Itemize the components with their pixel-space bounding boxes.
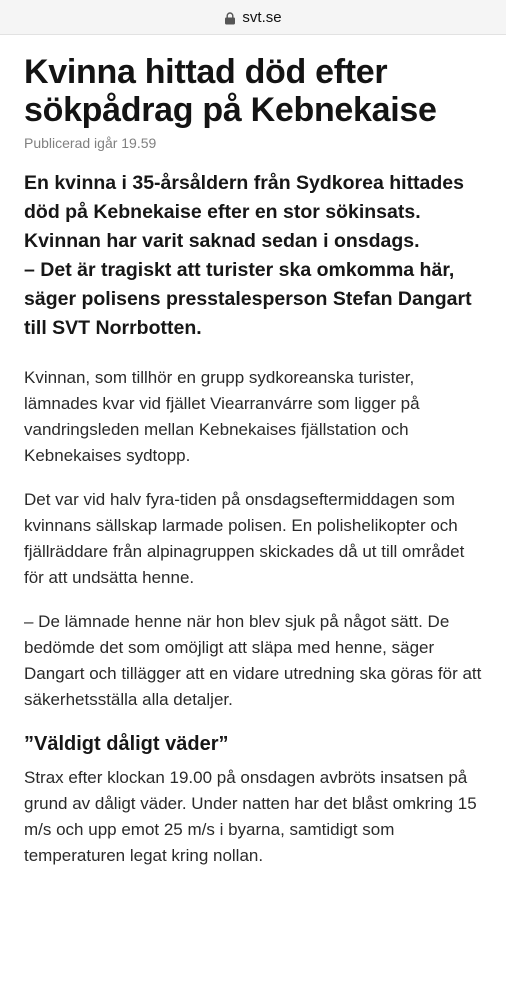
body-paragraph: Kvinnan, som tillhör en grupp sydkoreanska turister, lämnades kvar vid fjället Viearranvárre som ligger på vandringsleden mellan Kebnekaises fjällstation och Kebnekaises sydtopp.	[24, 368, 420, 465]
body-paragraph: Strax efter klockan 19.00 på onsdagen avbröts insatsen på grund av dåligt väder. Under natten har det blåst omkring 15 m/s och upp emot 25 m/s i byarna, samtidigt som temperaturen legat kring nollan.	[24, 768, 477, 865]
article-lead	[24, 169, 482, 343]
address-bar[interactable]	[0, 0, 506, 35]
body-paragraph: Det var vid halv fyra-tiden på onsdagseftermiddagen som kvinnans sällskap larmade polisen. En polishelikopter och fjällräddare från alpinagruppen skickades då ut till området för att undsätta henne.	[24, 490, 465, 587]
article	[0, 35, 506, 869]
published-timestamp: Publicerad igår 19.59	[24, 135, 157, 151]
article-subheading: ”Väldigt dåligt väder”	[24, 733, 229, 755]
lock-icon	[224, 12, 236, 25]
body-paragraph: – De lämnade henne när hon blev sjuk på något sätt. De bedömde det som omöjligt att släpa med henne, säger Dangart och tillägger att en vidare utredning ska göras för att säkerhetsställa alla detaljer.	[24, 612, 482, 709]
lead-quote: – Det är tragiskt att turister ska omkomma här, säger polisens presstalesperson Stefan Dangart till SVT Norrbotten.	[24, 259, 472, 339]
url-text: svt.se	[242, 8, 282, 26]
lead-text: En kvinna i 35-årsåldern från Sydkorea hittades död på Kebnekaise efter en stor sökinsats. Kvinnan har varit saknad sedan i onsdags.	[24, 172, 464, 252]
article-headline: Kvinna hittad död efter sökpådrag på Kebnekaise	[24, 53, 437, 129]
